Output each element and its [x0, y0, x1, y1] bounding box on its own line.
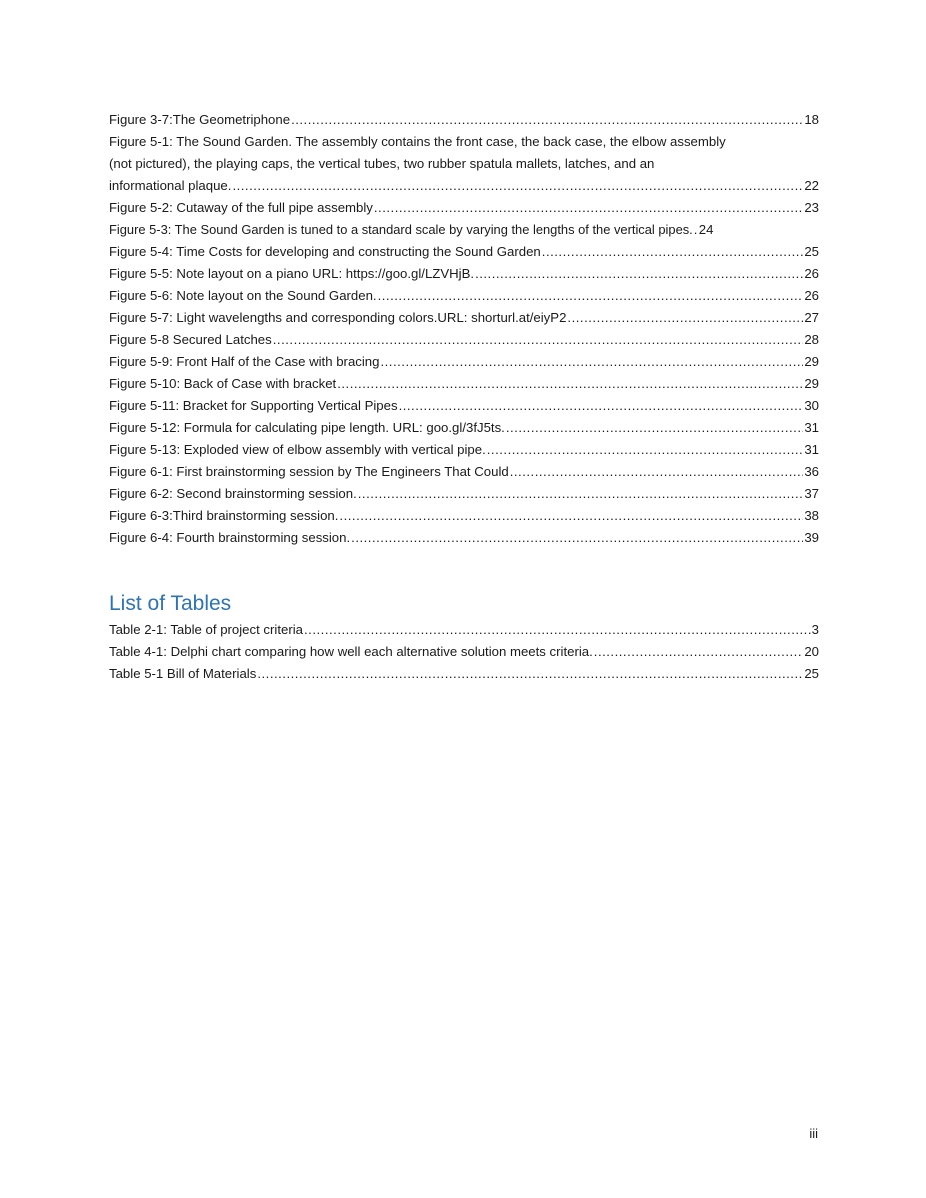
- dot-leader: [291, 109, 803, 131]
- toc-entry-label: Figure 6-4: Fourth brainstorming session.: [109, 530, 351, 545]
- dot-leader: [510, 461, 804, 483]
- dot-leader: [358, 483, 804, 505]
- toc-entry[interactable]: [109, 131, 819, 197]
- toc-entry-label: Figure 5-3: The Sound Garden is tuned to a standard scale by varying the lengths of the vertical pipes.: [109, 222, 693, 237]
- toc-entry-label: Figure 5-6: Note layout on the Sound Garden.: [109, 288, 377, 303]
- toc-entry-page: 30: [804, 398, 819, 413]
- toc-entry-page: 38: [804, 508, 819, 523]
- dot-leader: [594, 641, 804, 663]
- dot-leader: [339, 505, 803, 527]
- toc-entry-page: 37: [804, 486, 819, 501]
- dot-leader: [487, 439, 804, 461]
- toc-entry[interactable]: [109, 373, 819, 395]
- dot-leader: [337, 373, 803, 395]
- toc-entry-label: Figure 5-11: Bracket for Supporting Vertical Pipes: [109, 398, 398, 413]
- toc-entry-label: Figure 6-1: First brainstorming session by The Engineers That Could: [109, 464, 509, 479]
- dot-leader: [380, 351, 803, 373]
- toc-entry[interactable]: [109, 461, 819, 483]
- toc-entry-page: 28: [804, 332, 819, 347]
- toc-entry-page: 31: [804, 442, 819, 457]
- list-of-tables: [109, 590, 819, 685]
- toc-entry-page: 36: [804, 464, 819, 479]
- dot-leader: [475, 263, 803, 285]
- toc-entry-page: 22: [804, 178, 819, 193]
- toc-entry-label-line: (not pictured), the playing caps, the vertical tubes, two rubber spatula mallets, latches, and an: [109, 156, 655, 171]
- toc-entry[interactable]: [109, 505, 819, 527]
- toc-entry-page: 25: [804, 666, 819, 681]
- dot-leader: [273, 329, 804, 351]
- toc-entry-label: Figure 5-9: Front Half of the Case with bracing: [109, 354, 380, 369]
- toc-entry-label: Figure 6-3:Third brainstorming session.: [109, 508, 339, 523]
- toc-entry-label: Figure 5-5: Note layout on a piano URL: https://goo.gl/LZVHjB.: [109, 266, 475, 281]
- toc-entry-page: 25: [804, 244, 819, 259]
- toc-entry-page: 39: [804, 530, 819, 545]
- toc-entry[interactable]: [109, 439, 819, 461]
- page-number: iii: [809, 1126, 818, 1141]
- toc-entry-label: Figure 5-13: Exploded view of elbow assembly with vertical pipe.: [109, 442, 486, 457]
- toc-entry-label: Figure 6-2: Second brainstorming session.: [109, 486, 357, 501]
- toc-entry-page: 26: [804, 288, 819, 303]
- toc-entry-label: Figure 5-2: Cutaway of the full pipe assembly: [109, 200, 373, 215]
- toc-entry-page: 20: [804, 644, 819, 659]
- toc-entry-page: 26: [804, 266, 819, 281]
- toc-entry-label-line: informational plaque.: [109, 178, 232, 193]
- toc-entry[interactable]: [109, 663, 819, 685]
- toc-entry-label: Table 2-1: Table of project criteria: [109, 622, 304, 637]
- dot-leader: [567, 307, 803, 329]
- toc-entry[interactable]: [109, 329, 819, 351]
- toc-entry-label: Figure 5-4: Time Costs for developing and constructing the Sound Garden: [109, 244, 541, 259]
- toc-entry-label: Figure 5-12: Formula for calculating pipe length. URL: goo.gl/3fJ5ts.: [109, 420, 505, 435]
- toc-entry[interactable]: [109, 197, 819, 219]
- toc-entry[interactable]: [109, 483, 819, 505]
- toc-entry-page: 27: [804, 310, 819, 325]
- toc-entry-page: 24: [698, 222, 714, 237]
- toc-entry-page: 31: [804, 420, 819, 435]
- toc-entry[interactable]: [109, 641, 819, 663]
- toc-entry-label: Figure 5-7: Light wavelengths and corresponding colors.URL: shorturl.at/eiyP2: [109, 310, 567, 325]
- toc-entry[interactable]: [109, 395, 819, 417]
- toc-entry-page: 23: [804, 200, 819, 215]
- toc-entry-label: Figure 3-7:The Geometriphone: [109, 112, 291, 127]
- toc-entry-page: 18: [804, 112, 819, 127]
- toc-entry-label: Figure 5-10: Back of Case with bracket: [109, 376, 337, 391]
- dot-leader: [694, 219, 698, 241]
- toc-entry[interactable]: [109, 351, 819, 373]
- toc-entry[interactable]: [109, 619, 819, 641]
- dot-leader: [506, 417, 803, 439]
- dot-leader: [232, 175, 803, 197]
- dot-leader: [257, 663, 803, 685]
- toc-entry[interactable]: [109, 285, 819, 307]
- section-heading: List of Tables: [109, 592, 232, 615]
- dot-leader: [542, 241, 804, 263]
- toc-entry-page: 29: [804, 376, 819, 391]
- toc-entry-page: 29: [804, 354, 819, 369]
- toc-entry-label: Table 5-1 Bill of Materials: [109, 666, 257, 681]
- toc-entry-label: Table 4-1: Delphi chart comparing how well each alternative solution meets criteria.: [109, 644, 593, 659]
- toc-entry-label: Figure 5-8 Secured Latches: [109, 332, 272, 347]
- dot-leader: [351, 527, 803, 549]
- toc-entry-page: 3: [811, 622, 819, 637]
- toc-entry[interactable]: [109, 417, 819, 439]
- toc-entry[interactable]: [109, 307, 819, 329]
- toc-entry-label-line: Figure 5-1: The Sound Garden. The assembly contains the front case, the back case, the elbow assembly: [109, 134, 726, 149]
- dot-leader: [378, 285, 804, 307]
- dot-leader: [399, 395, 804, 417]
- list-of-figures: [109, 109, 819, 549]
- toc-entry[interactable]: [109, 219, 819, 241]
- toc-entry[interactable]: [109, 527, 819, 549]
- toc-entry[interactable]: [109, 263, 819, 285]
- toc-entry[interactable]: [109, 109, 819, 131]
- toc-entry[interactable]: [109, 241, 819, 263]
- dot-leader: [304, 619, 811, 641]
- dot-leader: [374, 197, 803, 219]
